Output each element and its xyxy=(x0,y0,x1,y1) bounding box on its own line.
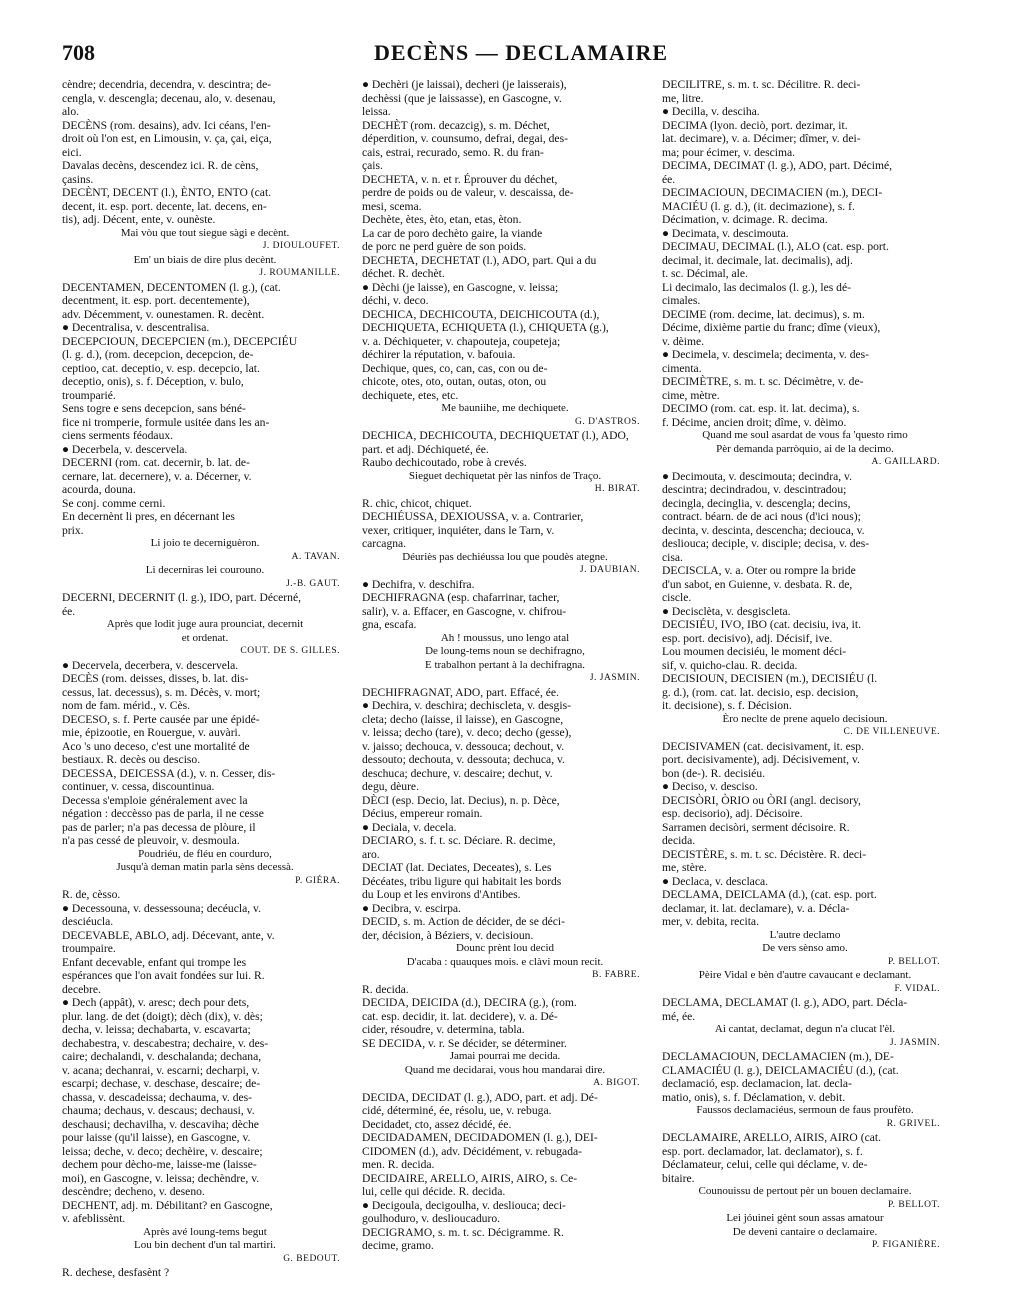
entry-line: DECLAMA, DEICLAMA (d.), (cat. esp. port. xyxy=(662,888,877,901)
entry-line: goulhoduro, v. deslioucaduro. xyxy=(362,1212,501,1225)
entry-line: dechèssi (que je laissasse), en Gascogne, v. xyxy=(362,91,562,105)
entry-line: DECISÒRI, ÒRIO ou ÒRI (angl. decisory, xyxy=(662,793,861,807)
entry-line: DECIDADAMEN, DECIDADOMEN (l. g.), DEI- xyxy=(362,1131,598,1144)
citation-author: J. JASMIN. xyxy=(589,673,640,683)
entry-line: deceptio, onis), s. f. Déception, v. bulo, xyxy=(62,375,244,388)
entry-line: decida. xyxy=(662,834,696,847)
citation-author: A. BIGOT. xyxy=(593,1078,640,1088)
entry-line: Décius, empereur romain. xyxy=(362,807,483,820)
citation-author: R. GRIVEL. xyxy=(886,1118,940,1129)
entry-line: Enfant decevable, enfant qui trompe les xyxy=(62,955,247,969)
entry-line: perdre de poids ou de valeur, v. descaissa, de- xyxy=(362,186,574,199)
entry-line: esp. decisorio), adj. Décisoire. xyxy=(662,807,803,820)
entry-line: leissa. xyxy=(362,105,391,118)
entry-line: Sarramen decisòri, serment décisoire. R. xyxy=(662,820,850,834)
entry-line: decimal, it. decimale, lat. decimalis), adj. xyxy=(662,253,853,267)
entry-line: ● Decimata, v. descimouta. xyxy=(662,226,789,240)
entry-line: troumparié. xyxy=(62,388,116,402)
entry-line: DECÈS (rom. deisses, disses, b. lat. dis- xyxy=(62,672,249,685)
column-left xyxy=(62,78,348,1313)
entry-line: cimales. xyxy=(662,294,701,307)
entry-line: prix. xyxy=(62,523,84,537)
entry-line: contract. béarn. de de aci nous (d'ici nous); xyxy=(662,510,861,523)
quotation-line: Faussos declamaciéus, sermoun de faus proufèto. xyxy=(696,1104,914,1116)
entry-line: ● Decerbela, v. descervela. xyxy=(62,442,188,456)
entry-line: Se conj. comme cerni. xyxy=(62,496,166,510)
entry-line: bitaire. xyxy=(662,1171,695,1185)
entry-line: DECEVABLE, ABLO, adj. Décevant, ante, v. xyxy=(62,928,275,942)
entry-line: decent, it. esp. port. decente, lat. decens, en- xyxy=(62,199,267,213)
column-middle xyxy=(362,78,648,1313)
citation-author: F. VIDAL. xyxy=(894,983,940,994)
entry-line: sif, v. quicho-clau. R. decida. xyxy=(662,658,798,672)
entry-line: esp. port. decisivo), adj. Décisif, ive. xyxy=(662,631,833,645)
entry-line: Dechète, ètes, èto, etan, etas, èton. xyxy=(362,213,522,226)
page-number: 708 xyxy=(62,40,95,65)
entry-line: chauma; dechaus, v. descaus; dechausi, v. xyxy=(62,1104,255,1117)
citation-author: J. JASMIN. xyxy=(889,1037,940,1048)
entry-line: lat. decimare), v. a. Décimer; dîmer, v. dei- xyxy=(662,132,861,145)
entry-line: cider, résoudre, v. determina, tabla. xyxy=(362,1023,525,1036)
quotation-line: Après avé loung-tems begut xyxy=(143,1225,267,1238)
citation-author: J. ROUMANILLE. xyxy=(259,268,340,278)
entry-line: ● Decervela, decerbera, v. descervela. xyxy=(62,658,239,672)
quotation-line: Après que lodit juge aura prounciat, decernit xyxy=(106,618,304,630)
entry-line: ée. xyxy=(62,604,76,618)
entry-line: DECHIFRAGNA (esp. chafarrinar, tacher, xyxy=(362,591,560,604)
entry-line: cat. esp. decidir, it. lat. decidere), v. a. Dé- xyxy=(362,1009,558,1023)
entry-line: desciéucla. xyxy=(62,915,114,928)
quotation-line: Poudriéu, de fléu en courduro, xyxy=(138,847,272,860)
entry-line: DECENTAMEN, DECENTOMEN (l. g.), (cat. xyxy=(62,280,281,294)
entry-line: espérances que l'on avait fondées sur lui. R. xyxy=(62,969,265,982)
entry-line: DÈCI (esp. Decio, lat. Decius), n. p. Dèce, xyxy=(362,793,560,807)
running-title: DECÈNS — DECLAMAIRE xyxy=(373,40,669,65)
entry-line: DECÈNT, DECENT (l.), ÈNTO, ENTO (cat. xyxy=(62,186,272,199)
text-columns xyxy=(62,78,980,1313)
entry-line: DECHETA, DECHETAT (l.), ADO, part. Qui a du xyxy=(362,253,597,267)
entry-line: DECISIÉU, IVO, IBO (cat. decisiu, iva, it. xyxy=(662,618,861,631)
entry-line: de porc ne perd guère de son poids. xyxy=(362,240,527,253)
entry-line: çais. xyxy=(362,159,383,172)
entry-line: plur. lang. de det (doigt); dèch (dix), v. dès; xyxy=(62,1009,263,1023)
citation-author: J.-B. GAUT. xyxy=(286,578,340,589)
entry-line: négation : deccèsso pas de parla, il ne cesse xyxy=(62,807,264,820)
entry-line: v. afeblissènt. xyxy=(62,1212,126,1225)
entry-line: déchet. R. dechèt. xyxy=(362,267,445,280)
entry-line: DECIMACIOUN, DECIMACIEN (m.), DECI- xyxy=(662,186,883,199)
entry-line: DECIMAU, DECIMAL (l.), ALO (cat. esp. port. xyxy=(662,240,889,253)
entry-line: Décime, dixième partie du franc; dîme (vieux), xyxy=(662,321,881,334)
entry-line: DECIME (rom. decime, lat. decimus), s. m. xyxy=(662,307,865,321)
entry-line: ● Decigoula, decigoulha, v. desliouca; deci- xyxy=(362,1198,566,1212)
entry-line: d'un sabot, en Guienne, v. desbata. R. de, xyxy=(662,577,853,591)
entry-line: deschuca; dechure, v. descaire; dechut, v. xyxy=(362,766,553,780)
entry-line: t. sc. Décimal, ale. xyxy=(662,267,748,280)
entry-line: DECHENT, adj. m. Débilitant? en Gascogne, xyxy=(62,1198,273,1212)
entry-line: it. decisione), s. f. Décision. xyxy=(662,699,792,712)
entry-line: cengla, v. descengla; decenau, alo, v. desenau, xyxy=(62,91,276,105)
citation-author: H. BIRAT. xyxy=(594,484,640,494)
entry-line: ● Dechifra, v. deschifra. xyxy=(362,577,475,591)
entry-line: vexer, critiquer, inquiéter, dans le Tarn, v. xyxy=(362,523,555,537)
entry-line: dechabestra, v. descabestra; dechaire, v. des- xyxy=(62,1036,269,1050)
entry-line: v. dèime. xyxy=(662,334,705,348)
entry-line: desliouca; deciple, v. disciple; decisa, v. des- xyxy=(662,537,870,550)
quotation-line: Jusqu'à deman matin parla sèns decessà. xyxy=(116,861,294,873)
entry-line: moi), en Gascogne, v. leissa; dechèndre, v. xyxy=(62,1171,260,1185)
entry-line: ciscle. xyxy=(662,591,692,604)
entry-line: tis), adj. Décent, ente, v. ounèste. xyxy=(62,213,216,226)
entry-line: salir), v. a. Effacer, en Gascogne, v. chifrou- xyxy=(362,604,567,618)
quotation-line: Ah ! moussus, uno lengo atal xyxy=(440,631,570,644)
entry-line: CIDOMEN (d.), adv. Décidément, v. rebugada- xyxy=(362,1144,582,1158)
entry-line: ● Dechèri (je laissai), decheri (je laisserais), xyxy=(362,78,567,91)
entry-line: ● Dèchi (je laisse), en Gascogne, v. leissa; xyxy=(362,280,559,294)
entry-line: DECISIVAMEN (cat. decisivament, it. esp. xyxy=(662,739,864,753)
entry-line: (l. g. d.), (rom. decepcion, decepcion, de- xyxy=(62,348,254,361)
entry-line: ● Decessouna, v. dessessouna; decéucla, v. xyxy=(62,901,261,915)
quotation-line: De deveni cantaire o declamaire. xyxy=(732,1225,878,1238)
quotation-line: E trabalhon pertant à la dechifragna. xyxy=(424,658,586,671)
entry-line: ée. xyxy=(662,172,676,186)
entry-line: ciens serments féodaux. xyxy=(62,429,174,442)
entry-line: DECÈNS (rom. desains), adv. Ici céans, l'en- xyxy=(62,118,271,132)
entry-line: ● Decimouta, v. descimouta; decindra, v. xyxy=(662,469,852,483)
citation-author: A. TAVAN. xyxy=(291,551,340,562)
entry-line: ● Decentralisa, v. descentralisa. xyxy=(62,321,210,334)
entry-line: n'a pas cessé de pleuvoir, v. desmoula. xyxy=(62,834,240,847)
entry-line: En decernènt li pres, en décernant les xyxy=(62,510,235,523)
entry-line: droit où l'on est, en Limousin, v. ça, çai, eiça, xyxy=(62,132,272,145)
citation-author: P. BELLOT. xyxy=(887,1199,940,1210)
citation-author: J. DAUBIAN. xyxy=(579,565,640,575)
entry-line: DECIDAIRE, ARELLO, AIRIS, AIRO, s. Ce- xyxy=(362,1171,578,1185)
entry-line: Décimation, v. dcimage. R. decima. xyxy=(662,213,828,226)
entry-line: DECHIFRAGNAT, ADO, part. Effacé, ée. xyxy=(362,685,559,699)
entry-line: cèndre; decendria, decendra, v. descintra; de- xyxy=(62,78,272,91)
entry-line: cisa. xyxy=(662,550,683,564)
entry-line: decinta, v. descinta, descencha; deciouca, v. xyxy=(662,523,865,537)
entry-line: DECISIOUN, DECISIEN (m.), DECISIÉU (l. xyxy=(662,672,878,685)
entry-line: DECIAT (lat. Deciates, Deceates), s. Les xyxy=(362,861,552,874)
entry-line: DECIMA (lyon. deciò, port. dezimar, it. xyxy=(662,118,848,132)
quotation-line: et ordenat. xyxy=(181,631,229,644)
entry-line: DECHICA, DECHICOUTA, DEICHICOUTA (d.), xyxy=(362,307,600,321)
entry-line: déchi, v. deco. xyxy=(362,294,429,307)
entry-line: declamació, esp. declamacion, lat. decla- xyxy=(662,1077,852,1090)
entry-line: decentment, it. esp. port. decentemente), xyxy=(62,294,250,307)
entry-line: dechiquete, etes, etc. xyxy=(362,388,459,402)
entry-line: ● Decilla, v. desciha. xyxy=(662,105,760,118)
entry-line: CLAMACIÉU (l. g.), DEICLAMACIÉU (d.), (cat. xyxy=(662,1063,899,1077)
entry-line: der, décision, à Béziers, v. decisioun. xyxy=(362,928,534,942)
entry-line: DECIARO, s. f. t. sc. Déciare. R. decime, xyxy=(362,834,556,847)
entry-line: DECIMÈTRE, s. m. t. sc. Décimètre, v. de- xyxy=(662,375,864,388)
entry-line: ● Decibra, v. escirpa. xyxy=(362,901,461,915)
entry-line: Lou moumen decisiéu, le moment déci- xyxy=(662,645,847,658)
entry-line: nom de fam. mérid., v. Cès. xyxy=(62,699,191,712)
entry-line: ● Deciso, v. desciso. xyxy=(662,780,758,793)
entry-line: DECHIÉUSSA, DEXIOUSSA, v. a. Contrarier, xyxy=(362,510,584,523)
entry-line: dechem pour dècho-me, laisse-me (laisse- xyxy=(62,1158,257,1171)
entry-line: g. d.), (rom. cat. lat. decisio, esp. decision, xyxy=(662,685,859,699)
citation-author: P. GIÉRA. xyxy=(295,875,340,886)
entry-line: deschausi; dechavilha, v. descaviha; dèche xyxy=(62,1117,259,1131)
entry-line: chassa, v. descadeissa; dechauma, v. des- xyxy=(62,1090,253,1104)
quotation-line: Me bauniihe, me dechiquete. xyxy=(441,402,569,414)
entry-line: chicote, otes, oto, outan, outas, oton, ou xyxy=(362,375,547,388)
citation-author: A. GAILLARD. xyxy=(871,457,940,467)
entry-line: Decessa s'emploie généralement avec la xyxy=(62,793,248,807)
entry-line: descintra; decindradou, v. descintradou; xyxy=(662,483,847,496)
citation-author: G. D'ASTROS. xyxy=(575,416,640,427)
quotation-line: Èro neclte de prene aquelo decisioun. xyxy=(722,712,888,725)
quotation-line: L'autre declamo xyxy=(769,928,841,941)
quotation-line: Dounc prènt lou decid xyxy=(455,942,555,954)
entry-line: DECERNI, DECERNIT (l. g.), IDO, part. Décerné, xyxy=(62,591,302,604)
entry-line: gna, escafa. xyxy=(362,618,417,631)
entry-line: acourda, douna. xyxy=(62,483,136,496)
entry-line: DECERNI (rom. cat. decernir, b. lat. de- xyxy=(62,456,250,469)
entry-line: cessus, lat. decessus), s. m. Décès, v. mort; xyxy=(62,685,261,699)
entry-line: pas de parler; n'a pas decessa de plòure, il xyxy=(62,820,256,834)
quotation-line: Em' un biais de dire plus decènt. xyxy=(133,253,277,266)
citation-author: COUT. DE S. GILLES. xyxy=(240,646,340,656)
quotation-line: Sieguet dechiquetat pèr las ninfos de Traço. xyxy=(408,469,602,482)
entry-line: pour laisse (qu'il laisse), en Gascogne, v. xyxy=(62,1131,251,1144)
citation-author: B. FABRE. xyxy=(592,970,640,980)
entry-line: decingla, decinglia, v. descengla; decins, xyxy=(662,496,851,510)
quotation-line: Mai vòu que tout siegue sàgi e decènt. xyxy=(120,226,290,239)
entry-line: déperdition, v. counsumo, defrai, degai, des- xyxy=(362,132,568,145)
column-right xyxy=(662,78,948,1313)
entry-line: mé, ée. xyxy=(662,1009,696,1023)
entry-line: Raubo dechicoutado, robe à crevés. xyxy=(362,456,527,469)
quotation-line: Lou bin dechent d'un tal martiri. xyxy=(134,1239,276,1251)
entry-line: lui, celle qui décide. R. decida. xyxy=(362,1185,506,1198)
entry-line: Davalas decèns, descendez ici. R. de cèns, xyxy=(62,159,259,172)
entry-line: DECID, s. m. Action de décider, de se déci- xyxy=(362,915,566,928)
quotation-line: Pèire Vidal e bèn d'autre cavaucant e declamant. xyxy=(698,969,912,981)
entry-line: déchirer la réputation, v. bafouia. xyxy=(362,348,516,361)
entry-line: cime, mètre. xyxy=(662,388,720,402)
entry-line: R. dechese, desfasènt ? xyxy=(62,1266,170,1279)
entry-line: ● Decimela, v. descimela; decimenta, v. des- xyxy=(662,348,870,361)
entry-line: mer, v. debita, recita. xyxy=(662,915,759,928)
entry-line: R. chic, chicot, chiquet. xyxy=(362,496,472,510)
entry-line: me, stère. xyxy=(662,861,707,874)
entry-line: Li decimalo, las decimalos (l. g.), les dé- xyxy=(662,280,851,294)
entry-line: cimenta. xyxy=(662,361,702,375)
entry-line: MACIÉU (l. g. d.), (it. decimazione), s. f. xyxy=(662,199,855,213)
entry-line: v. leissa; decho (tare), v. deco; decho (gesse), xyxy=(362,726,572,739)
entry-line: aro. xyxy=(362,847,380,861)
entry-line: DECEPCIOUN, DECEPCIEN (m.), DECEPCIÉU xyxy=(62,334,298,348)
entry-line: DECHIQUETA, ECHIQUETA (l.), CHIQUETA (g.), xyxy=(362,321,609,334)
entry-line: DECISCLA, v. a. Oter ou rompre la bride xyxy=(662,564,856,577)
citation-author: C. DE VILLENEUVE. xyxy=(843,727,940,737)
entry-line: esp. port. declamador, lat. declamator), s. f. xyxy=(662,1144,863,1158)
entry-line: Déclamateur, celui, celle qui déclame, v. de- xyxy=(662,1158,868,1171)
quotation-line: D'acaba : quauques mois. e clàvi moun recit. xyxy=(406,955,604,968)
entry-line: men. R. decida. xyxy=(362,1158,435,1171)
entry-line: DECHETA, v. n. et r. Éprouver du déchet, xyxy=(362,172,558,186)
entry-line: DECHÈT (rom. decazcig), s. m. Déchet, xyxy=(362,118,550,132)
entry-line: DECHICA, DECHICOUTA, DECHIQUETAT (l.), ADO, xyxy=(362,429,629,442)
entry-line: bestiaux. R. decès ou desciso. xyxy=(62,753,201,766)
entry-line: ● Deciala, v. decela. xyxy=(362,820,457,834)
entry-line: DECLAMAIRE, ARELLO, AIRIS, AIRO (cat. xyxy=(662,1131,881,1144)
entry-line: DECIGRAMO, s. m. t. sc. Décigramme. R. xyxy=(362,1225,564,1239)
entry-line: degu, dèure. xyxy=(362,780,419,793)
entry-line: decebre. xyxy=(62,982,101,996)
entry-line: me, litre. xyxy=(662,91,704,105)
citation-author: G. BEDOUT. xyxy=(283,1253,340,1264)
entry-line: DECESSA, DEICESSA (d.), v. n. Cesser, dis- xyxy=(62,766,276,780)
entry-line: ceptioo, cat. deceptio, v. esp. decepcio, lat. xyxy=(62,361,260,375)
entry-line: troumpaire. xyxy=(62,942,116,955)
quotation-line: Lei jóuinei gènt soun assas amatour xyxy=(726,1212,884,1224)
entry-line: escarpi; dechase, v. deschase, descaire; de- xyxy=(62,1077,261,1090)
entry-line: descèndre; decheno, v. deseno. xyxy=(62,1185,205,1198)
quotation-line: Counouissu de pertout pèr un bouen declamaire. xyxy=(698,1185,912,1197)
entry-line: DECIMA, DECIMAT (l. g.), ADO, part. Décimé, xyxy=(662,159,893,172)
entry-line: v. acana; dechanrai, v. escarni; decharpi, v. xyxy=(62,1063,260,1077)
quotation-line: De loung-tems noun se dechifragno, xyxy=(425,645,585,657)
entry-line: Aco 's uno deceso, c'est une mortalité de xyxy=(62,739,250,753)
entry-line: carcagna. xyxy=(362,537,407,550)
quotation-line: Jamai pourrai me decida. xyxy=(449,1050,561,1062)
entry-line: cernare, lat. decernere), v. a. Décerner, v. xyxy=(62,469,252,483)
entry-line: ● Decisclèta, v. desgiscleta. xyxy=(662,604,791,618)
entry-line: v. a. Déchiqueter, v. chapouteja, coupeteja; xyxy=(362,334,561,348)
quotation-line: Déuriès pas dechiéussa lou que poudès ategne. xyxy=(402,550,608,563)
entry-line: du Loup et les environs d'Antibes. xyxy=(362,888,521,901)
entry-line: alo. xyxy=(62,105,80,118)
entry-line: leissa; deche, v. deco; dechèire, v. descaire; xyxy=(62,1144,263,1158)
entry-line: DECIMO (rom. cat. esp. it. lat. decima), s. xyxy=(662,402,860,415)
entry-line: DECISTÈRE, s. m. t. sc. Décistère. R. deci- xyxy=(662,847,867,861)
entry-line: La car de poro dechèto gaire, la viande xyxy=(362,226,543,240)
entry-line: ● Declaca, v. desclaca. xyxy=(662,874,769,888)
quotation-line: Pèr demanda parròquio, ai de la decimo. xyxy=(716,442,894,455)
entry-line: DECILITRE, s. m. t. sc. Décilitre. R. deci- xyxy=(662,78,861,91)
quotation-line: Li joio te decerniguèron. xyxy=(150,537,260,549)
entry-line: part. et adj. Déchiqueté, ée. xyxy=(362,442,489,456)
entry-line: DECESO, s. f. Perte causée par une épidé- xyxy=(62,712,260,726)
quotation-line: Ai cantat, declamat, degun n'a clucat l'èl. xyxy=(714,1023,896,1035)
quotation-line: Li decerniras lei courouno. xyxy=(145,564,265,576)
entry-line: DECLAMA, DECLAMAT (l. g.), ADO, part. Décla- xyxy=(662,996,908,1009)
entry-line: R. de, cèsso. xyxy=(62,888,121,901)
quotation-line: De vers sènso amo. xyxy=(762,942,848,954)
entry-line: DECLAMACIOUN, DECLAMACIEN (m.), DE- xyxy=(662,1050,894,1063)
entry-line: Sens togre e sens decepcion, sans béné- xyxy=(62,402,246,415)
entry-line: matio, onis), s. f. Déclamation, v. debit. xyxy=(662,1090,846,1104)
entry-line: v. jaisso; dechouca, v. dessouca; dechout, v. xyxy=(362,739,565,753)
entry-line: adv. Décemment, v. ounestamen. R. decènt. xyxy=(62,307,265,321)
entry-line: Dechique, ques, co, can, cas, con ou de- xyxy=(362,361,548,375)
quotation-line: Quand me decidarai, vous hou mandarai dire. xyxy=(404,1063,606,1076)
entry-line: decime, gramo. xyxy=(362,1239,434,1252)
entry-line: continuer, v. cessa, discountinua. xyxy=(62,780,215,793)
entry-line: bon (de-). R. decisiéu. xyxy=(662,766,766,780)
entry-line: DECIDA, DEICIDA (d.), DECIRA (g.), (rom. xyxy=(362,996,577,1009)
entry-line: R. decida. xyxy=(362,982,409,996)
entry-line: DECIDA, DECIDAT (l. g.), ADO, part. et adj. Dé- xyxy=(362,1090,598,1104)
entry-line: fice ni tromperie, formule usitée dans les an- xyxy=(62,415,270,429)
entry-line: eici. xyxy=(62,145,82,159)
entry-line: cleta; decho (laisse, il laisse), en Gascogne, xyxy=(362,712,564,726)
quotation-line: Quand me soul asardat de vous fa 'questo rimo xyxy=(702,429,908,441)
citation-author: P. FIGANIÈRE. xyxy=(872,1240,940,1250)
entry-line: cidé, déterminé, ée, résolu, ue, v. rebuga. xyxy=(362,1104,552,1117)
entry-line: dessouto; dechouta, v. dessouta; dechuca, v. xyxy=(362,753,565,766)
entry-line: declamar, it. lat. declamare), v. a. Décla- xyxy=(662,901,850,915)
entry-line: çasins. xyxy=(62,172,94,186)
page-header xyxy=(62,40,980,74)
entry-line: Décéates, tribu ligure qui habitait les bords xyxy=(362,874,562,888)
citation-author: P. BELLOT. xyxy=(887,956,940,967)
entry-line: ● Dechira, v. deschira; dechiscleta, v. desgis- xyxy=(362,699,571,712)
entry-line: port. decisivamente), adj. Décisivement, v. xyxy=(662,753,860,766)
entry-line: Decidadet, cto, assez décidé, ée. xyxy=(362,1117,512,1131)
entry-line: cais, estrai, recurado, semo. R. du fran- xyxy=(362,145,544,159)
citation-author: J. DIOULOUFET. xyxy=(262,241,340,251)
entry-line: mesi, scema. xyxy=(362,199,422,213)
entry-line: caire; dechalandi, v. deschalanda; dechana, xyxy=(62,1050,262,1063)
entry-line: decha, v. leissa; dechabarta, v. escavarta; xyxy=(62,1023,251,1036)
entry-line: ma; pour écimer, v. descima. xyxy=(662,145,796,159)
entry-line: mie, épizootie, en Rouergue, v. auvàri. xyxy=(62,726,241,739)
entry-line: SE DECIDA, v. r. Se décider, se déterminer. xyxy=(362,1036,567,1050)
entry-line: ● Dech (appât), v. aresc; dech pour dets, xyxy=(62,996,250,1009)
entry-line: f. Décime, ancien droit; dîme, v. dèimo. xyxy=(662,415,847,429)
